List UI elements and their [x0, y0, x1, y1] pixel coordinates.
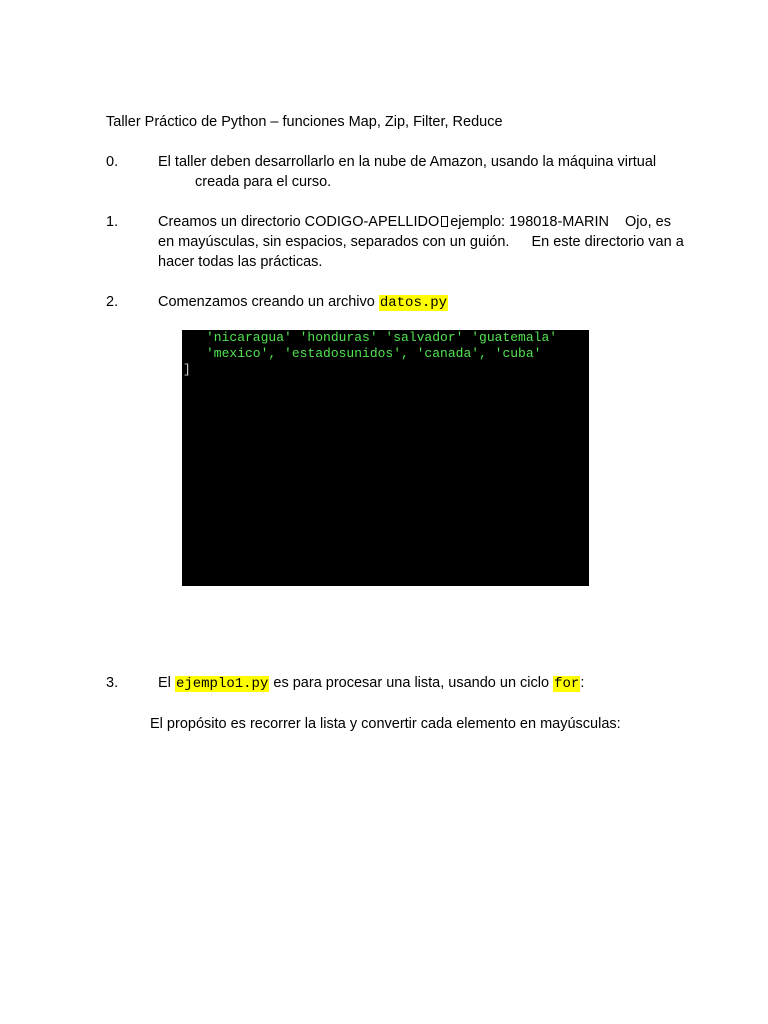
- item-text: :: [580, 675, 585, 691]
- code-filename: datos.py: [379, 295, 448, 311]
- item-text: en mayúsculas, sin espacios, separados con un guión.: [158, 234, 510, 250]
- item-number: 0.: [106, 154, 119, 170]
- item-body: [158, 292, 658, 312]
- item-body: [158, 673, 658, 693]
- code-filename: ejemplo1.py: [175, 676, 269, 692]
- code-keyword: for: [554, 676, 580, 692]
- item-text: Ojo, es: [625, 214, 671, 230]
- item-number: 1.: [106, 214, 119, 230]
- terminal-line: 'mexico', 'estadosunidos', 'canada', 'cuba': [206, 346, 542, 361]
- item-text-line: [158, 212, 671, 232]
- item-text: ejemplo: 198018-MARIN: [450, 214, 610, 230]
- document-title: Taller Práctico de Python – funciones Map, Zip, Filter, Reduce: [106, 114, 503, 130]
- item-text: Creamos un directorio CODIGO-APELLIDO: [158, 214, 440, 230]
- terminal-line: 'nicaragua' 'honduras' 'salvador' 'guatemala': [206, 330, 558, 345]
- item-text-line: [158, 232, 684, 252]
- terminal-screenshot: [182, 330, 589, 586]
- item-text-line: creada para el curso.: [195, 174, 332, 190]
- item-text: El: [158, 675, 171, 691]
- item-body: [158, 212, 684, 272]
- item-body: [158, 152, 658, 192]
- item-text: En este directorio van a: [531, 234, 684, 250]
- terminal-cursor: ]: [183, 362, 191, 377]
- missing-glyph-box-icon: [441, 216, 448, 227]
- item-number: 2.: [106, 294, 119, 310]
- item-text-line: [158, 673, 658, 693]
- item-text: Comenzamos creando un archivo: [158, 294, 375, 310]
- item-text-line: El taller deben desarrollarlo en la nube de Amazon, usando la máquina virtual: [158, 154, 657, 170]
- item-number: 3.: [106, 675, 119, 691]
- item-text: es para procesar una lista, usando un ciclo: [273, 675, 550, 691]
- purpose-text: El propósito es recorrer la lista y convertir cada elemento en mayúsculas:: [150, 716, 621, 732]
- item-text-line: hacer todas las prácticas.: [158, 254, 323, 270]
- item-text-line: [158, 292, 658, 312]
